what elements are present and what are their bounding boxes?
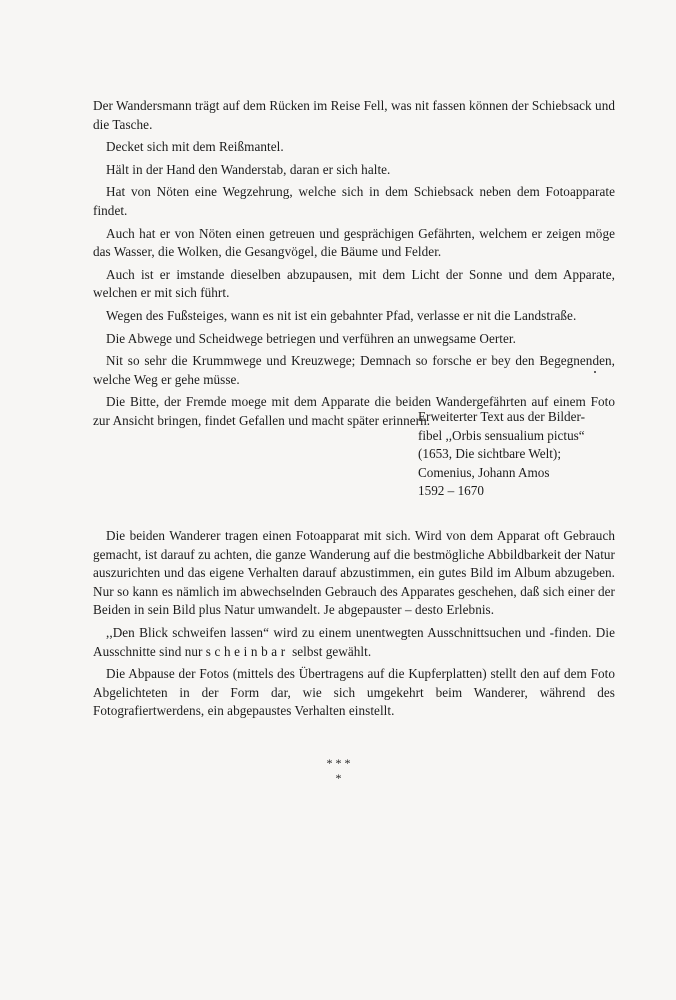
citation-line: Comenius, Johann Amos — [418, 464, 550, 480]
source-citation — [418, 408, 618, 501]
paragraph-9: Nit so sehr die Krummwege und Kreuzwege; Demnach so forsche er bey den Begegnenden, welche Weg er gehe müsse. — [93, 353, 615, 387]
commentary-text: ,,Den Blick schweifen lassen“ wird zu einem unentwegten Ausschnittsuchen und -finden. Die Ausschnitte sind nur — [93, 624, 615, 659]
ornament-asterisk: * — [335, 771, 345, 785]
paragraph-2: Decket sich mit dem Reißmantel. — [106, 139, 284, 155]
paragraph-10: Die Bitte, der Fremde moege mit dem Apparate die beiden Wandergefährten auf einem Foto zur Ansicht bringen, findet Gefallen und macht später erinnern. — [93, 394, 615, 428]
paragraph-8: Die Abwege und Scheidwege betriegen und verführen an unwegsame Oerter. — [106, 330, 516, 346]
print-speck — [594, 371, 596, 373]
ornament-asterisks: *** — [326, 756, 354, 770]
paragraph-5: Auch hat er von Nöten einen getreuen und gesprächigen Gefährten, welchem er zeigen möge das Wasser, die Wolken, die Gesangvögel, die Bäume und Felder. — [93, 225, 615, 260]
commentary-text: selbst gewählt. — [288, 643, 372, 659]
commentary-paragraph-1: Die beiden Wanderer tragen einen Fotoapparat mit sich. Wird von dem Apparat oft Gebrauch gemacht, ist darauf zu achten, die ganze Wanderung auf die bestmögliche Abbildbarkeit der Natur auszurichten und das eigene Verhalten darauf abzustimmen, ein gutes Bild im Album abzugeben. Nur so kann es nämlich im abwechselnden Gebrauch des Apparates geschehen, daß sich einer der Beiden in sein Bild plus Natur umwandelt. Je abgepauster – desto Erlebnis. — [93, 528, 615, 618]
top-text-block — [93, 97, 615, 435]
commentary-paragraph-2 — [93, 624, 615, 661]
paragraph-1: Der Wandersmann trägt auf dem Rücken im Reise Fell, was nit fassen können der Schiebsack und die Tasche. — [93, 98, 615, 132]
citation-line: Erweiterter Text aus der Bilder- — [418, 409, 586, 424]
paragraph-3: Hält in der Hand den Wanderstab, daran er sich halte. — [106, 161, 391, 177]
paragraph-6: Auch ist er imstande dieselben abzupausen, mit dem Licht der Sonne und dem Apparate, welchen er mit sich führt. — [93, 266, 615, 301]
commentary-paragraph-3: Die Abpause der Fotos (mittels des Übertragens auf die Kupferplatten) stellt den auf dem Foto Abgelichteten in der Form dar, wie sich umgekehrt beim Wanderer, während des Fotografiertwerdens, ein abgepaustes Verhalten einstellt. — [93, 666, 615, 719]
paragraph-4: Hat von Nöten eine Wegzehrung, welche sich in dem Schiebsack neben dem Fotoapparate findet. — [93, 184, 615, 218]
spaced-emphasis: scheinbar — [205, 643, 289, 659]
citation-line: (1653, Die sichtbare Welt); — [418, 446, 561, 462]
citation-line: fibel ,,Orbis sensualium pictus“ — [418, 427, 585, 443]
citation-line: 1592 – 1670 — [418, 483, 484, 499]
bottom-text-block — [93, 527, 615, 725]
paragraph-7: Wegen des Fußsteiges, wann es nit ist ein gebahnter Pfad, verlasse er nit die Landstraße. — [106, 307, 577, 323]
